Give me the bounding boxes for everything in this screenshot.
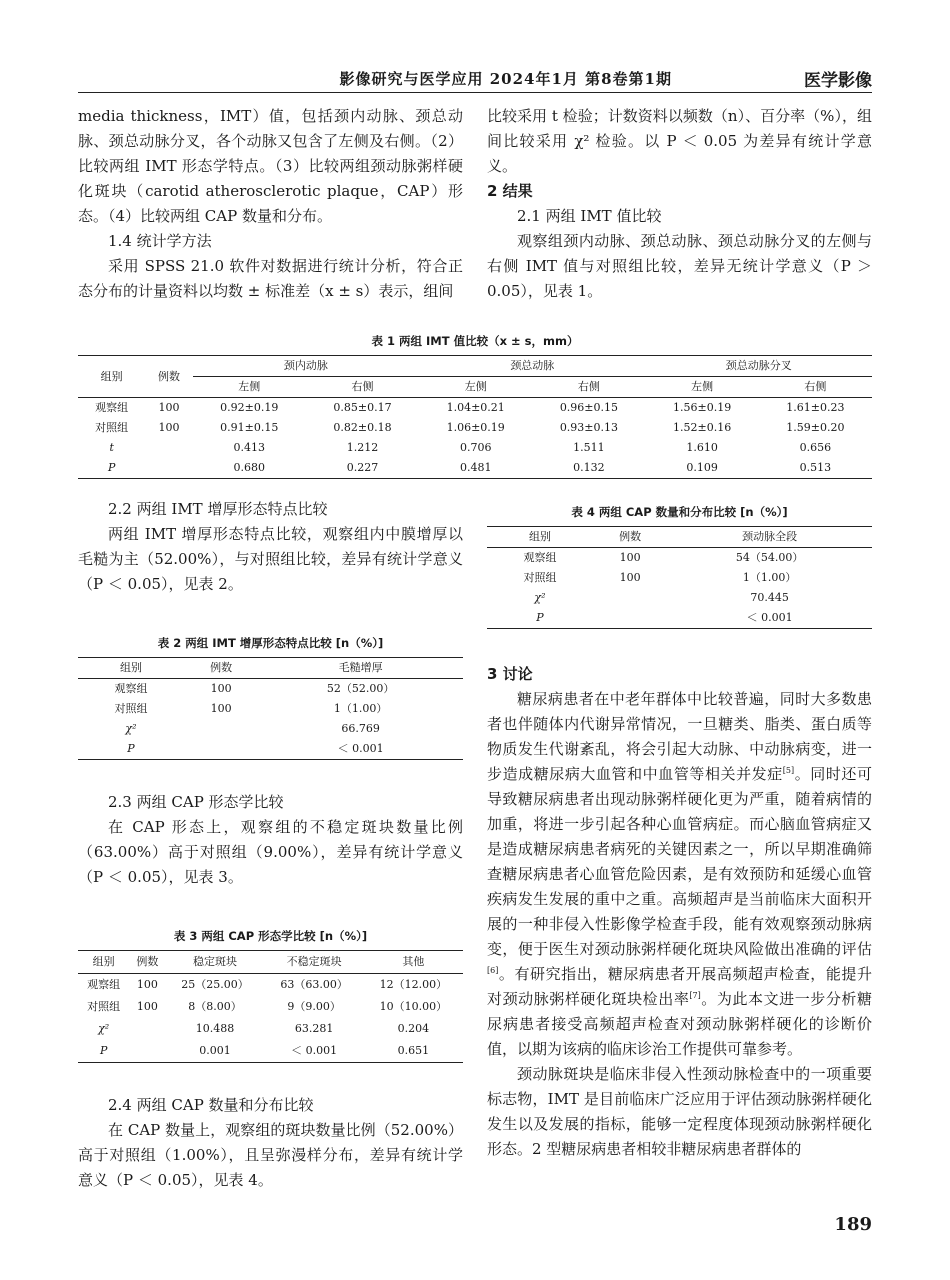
section-2-4-text: 在 CAP 数量上，观察组的斑块数量比例（52.00%）高于对照组（1.00%），且呈弥漫样分布，差异有统计学意义（P ＜ 0.05），见表 4。 [78,1121,463,1189]
table-cell: 100 [210,682,232,695]
table-cell [129,1040,165,1063]
journal-info: 影像研究与医学应用 2024年1月 第8卷第1期 [339,70,672,88]
right-column-top [487,104,872,304]
table-3-header: 例数 [136,955,159,968]
table-cell: 0.651 [397,1044,430,1057]
table-1-col-group: 组别 [100,369,123,383]
citation-5: [5] [782,766,795,775]
table-1 [78,333,872,479]
discussion-text-b: 。同时还可导致糖尿病患者出现动脉粥样硬化更为严重，随着病情的加重，将进一步引起各种心血管病症。而心脑血管病症又是造成糖尿病患者病死的关键因素之一，所以早期准确筛查糖尿病患者心血管危险因素，是有效预防和延缓心血管疾病发生发展的重中之重。高频超声是当前临床大面积开展的一种非侵入性影像学检查手段，能有效观察颈动脉病变，便于医生对颈动脉粥样硬化斑块风险做出准确的评估 [487,765,872,958]
table-cell: 12（12.00） [379,978,448,991]
table-cell: 100 [158,421,180,434]
table-1-side: 左侧 [238,380,261,393]
table-cell [145,458,192,479]
table-cell: 0.204 [397,1022,430,1035]
table-2 [78,635,463,760]
table-cell: 0.109 [686,461,718,474]
table-cell: 1.59±0.20 [786,421,845,434]
table-cell: P [536,611,544,624]
discussion-text-d: 。为此本文进一步分析糖尿病患者接受高频超声检查对颈动脉粥样硬化的诊断价值，以期为该病的临床诊治工作提供可靠参考。 [487,990,872,1058]
table-cell: 52（52.00） [326,682,395,695]
table-2-header: 例数 [210,661,233,674]
discussion-text-a: 糖尿病患者在中老年群体中比较普遍，同时大多数患者也伴随体内代谢异常情况，一旦糖类、脂类、蛋白质等物质发生代谢紊乱，将会引起大动脉、中动脉病变，进一步造成糖尿病大血管和中血管等相关并发症 [487,690,872,783]
table-cell: χ² [534,591,546,604]
left-column-2-4 [78,1093,463,1193]
section-2-1-text: 观察组颈内动脉、颈总动脉、颈总动脉分叉的左侧与右侧 IMT 值与对照组比较，差异无统计学意义（P ＞ 0.05），见表 1。 [487,232,872,300]
section-title: 医学影像 [804,71,872,91]
table-cell: ＜ 0.001 [291,1044,338,1057]
table-cell: 0.227 [346,461,379,474]
table-3-title: 表 3 两组 CAP 形态学比较 [n（%）] [173,929,368,943]
table-2-title: 表 2 两组 IMT 增厚形态特点比较 [n（%）] [157,636,384,650]
table-3-header: 不稳定斑块 [286,955,342,968]
subheading-2-1: 2.1 两组 IMT 值比较 [517,207,662,225]
table-cell: 100 [158,401,180,414]
table-row [78,996,463,1018]
table-cell: 63（63.00） [280,978,348,991]
subheading-2-4: 2.4 两组 CAP 数量和分布比较 [108,1096,314,1114]
table-cell [145,438,192,458]
table-cell: 0.513 [799,461,832,474]
table-cell [184,739,258,760]
table-cell: 100 [619,571,641,584]
table-cell: 0.92±0.19 [220,401,279,414]
table-4-header: 例数 [619,530,642,543]
table-1-side: 左侧 [691,380,714,393]
table-cell: 1.06±0.19 [446,421,505,434]
subheading-statistics: 1.4 统计学方法 [108,232,212,250]
table-1-group-ica: 颈内动脉 [193,356,419,377]
discussion-text-c: 。有研究指出，糖尿病患者开展高频超声检查，能提升对颈动脉粥样硬化斑块检出率 [487,965,872,1008]
table-cell: 10.488 [195,1022,235,1035]
subheading-2-3: 2.3 两组 CAP 形态学比较 [108,793,284,811]
table-cell: 0.85±0.17 [333,401,392,414]
table-cell: ＜ 0.001 [746,611,793,624]
page-number: 189 [834,1214,872,1235]
table-4-header: 颈动脉全段 [742,530,798,543]
table-row [78,679,463,700]
table-cell: t [109,441,114,454]
table-cell: P [99,1044,108,1057]
table-1-col-n: 例数 [158,369,180,383]
table-2-header: 组别 [119,661,142,674]
table-1-side: 右侧 [577,380,600,393]
table-cell: 9（9.00） [287,1000,341,1013]
table-cell: ＜ 0.001 [337,742,384,755]
table-row [78,398,872,419]
table-cell: 70.445 [750,591,789,604]
left-column-top [78,104,463,304]
left-column-results [78,497,463,597]
table-cell: χ² [125,722,137,735]
table-cell: 25（25.00） [181,978,249,991]
table-cell: 1（1.00） [333,702,388,715]
table-1-title: 表 1 两组 IMT 值比较（x ± s，mm） [371,334,579,348]
table-cell: 1.56±0.19 [673,401,732,414]
table-row [78,1040,463,1063]
table-cell: 0.481 [459,461,492,474]
table-cell: 0.82±0.18 [333,421,392,434]
table-3-header: 组别 [92,955,115,968]
table-cell: 1.610 [686,441,718,454]
table-row [487,568,872,588]
table-1-group-cca: 颈总动脉 [419,356,645,377]
discussion-column [487,662,872,1162]
table-cell: 0.93±0.13 [559,421,619,434]
discussion-paragraph-1 [487,687,872,1062]
table-3-header: 稳定斑块 [192,955,237,968]
table-cell: 观察组 [87,978,121,991]
table-cell: 对照组 [87,1000,121,1013]
table-1-side: 左侧 [464,380,487,393]
table-1-group-bif: 颈总动脉分叉 [646,356,872,377]
table-cell [184,719,258,739]
table-row [78,699,463,719]
table-cell: 8（8.00） [188,1000,242,1013]
table-cell: 100 [136,978,158,991]
table-cell: P [127,742,135,755]
table-row [487,588,872,608]
table-cell [593,588,667,608]
table-cell: 63.281 [294,1022,334,1035]
left-column-2-3 [78,790,463,890]
running-header [78,62,872,93]
table-cell: 观察组 [114,682,148,695]
table-cell: 54（54.00） [735,551,804,564]
table-4-header: 组别 [528,530,551,543]
table-cell: 0.680 [233,461,266,474]
table-cell: 66.769 [341,722,380,735]
section-2-2-text: 两组 IMT 增厚形态特点比较，观察组内中膜增厚以毛糙为主（52.00%），与对照组比较，差异有统计学意义（P ＜ 0.05），见表 2。 [78,525,463,593]
table-cell: 0.001 [199,1044,231,1057]
statistics-text: 采用 SPSS 21.0 软件对数据进行统计分析，符合正态分布的计量资料以均数 ± 标准差（x ± s）表示，组间 [78,257,463,300]
table-cell: 0.413 [233,441,266,454]
table-cell: 1.61±0.23 [786,401,845,414]
table-cell: 对照组 [523,571,557,584]
table-cell: 0.706 [459,441,492,454]
table-cell [129,1018,165,1040]
table-cell: 0.132 [573,461,605,474]
methods-text: media thickness，IMT）值，包括颈内动脉、颈总动脉、颈总动脉分叉，各个动脉又包含了左侧及右侧。（2）比较两组 IMT 形态学特点。（3）比较两组颈动脉粥样硬化斑块（carotid atherosclerotic plaque，CAP）形态。（4）比较两组 CAP 数量和分布。 [78,107,463,225]
table-row [78,458,872,479]
table-cell: 100 [619,551,641,564]
table-cell: 10（10.00） [379,1000,448,1013]
table-cell: 1（1.00） [742,571,797,584]
statistics-text-cont: 比较采用 t 检验；计数资料以频数（n）、百分率（%），组间比较采用 χ² 检验。以 P ＜ 0.05 为差异有统计学意义。 [487,107,872,175]
table-row [78,719,463,739]
heading-discussion: 3 讨论 [487,665,533,683]
table-1-side: 右侧 [351,380,374,393]
table-cell: 观察组 [95,401,129,414]
table-cell: 1.511 [573,441,605,454]
discussion-paragraph-2: 颈动脉斑块是临床非侵入性颈动脉检查中的一项重要标志物，IMT 是目前临床广泛应用于评估颈动脉粥样硬化发生以及发展的指标，能够一定程度体现颈动脉粥样硬化形态。2 型糖尿病患者相较非糖尿病患者群体的 [487,1065,872,1158]
section-2-3-text: 在 CAP 形态上，观察组的不稳定斑块数量比例（63.00%）高于对照组（9.00%），差异有统计学意义（P ＜ 0.05），见表 3。 [78,818,463,886]
subheading-2-2: 2.2 两组 IMT 增厚形态特点比较 [108,500,328,518]
citation-7: [7] [689,991,701,1000]
table-cell: 100 [136,1000,158,1013]
table-cell: 1.212 [346,441,379,454]
table-row [78,418,872,438]
table-3 [78,928,463,1063]
table-cell: 0.656 [799,441,832,454]
table-row [78,438,872,458]
heading-results: 2 结果 [487,182,533,200]
table-row [78,739,463,760]
table-cell: 0.91±0.15 [220,421,279,434]
table-row [487,608,872,629]
table-cell: 观察组 [523,551,557,564]
table-cell: 对照组 [114,702,148,715]
table-3-header: 其他 [402,955,425,968]
citation-6: [6] [487,966,499,975]
table-cell: 100 [210,702,232,715]
table-cell: 0.96±0.15 [559,401,619,414]
table-cell: 1.04±0.21 [446,401,505,414]
table-cell: χ² [98,1022,110,1035]
table-cell: 1.52±0.16 [673,421,732,434]
table-row [78,974,463,997]
table-cell: 对照组 [95,421,129,434]
table-row [78,1018,463,1040]
table-2-header: 毛糙增厚 [338,661,383,674]
table-4-title: 表 4 两组 CAP 数量和分布比较 [n（%）] [571,505,788,519]
table-4 [487,504,872,629]
table-cell: P [107,461,116,474]
table-1-side: 右侧 [804,380,827,393]
table-cell [593,608,667,629]
table-row [487,548,872,569]
